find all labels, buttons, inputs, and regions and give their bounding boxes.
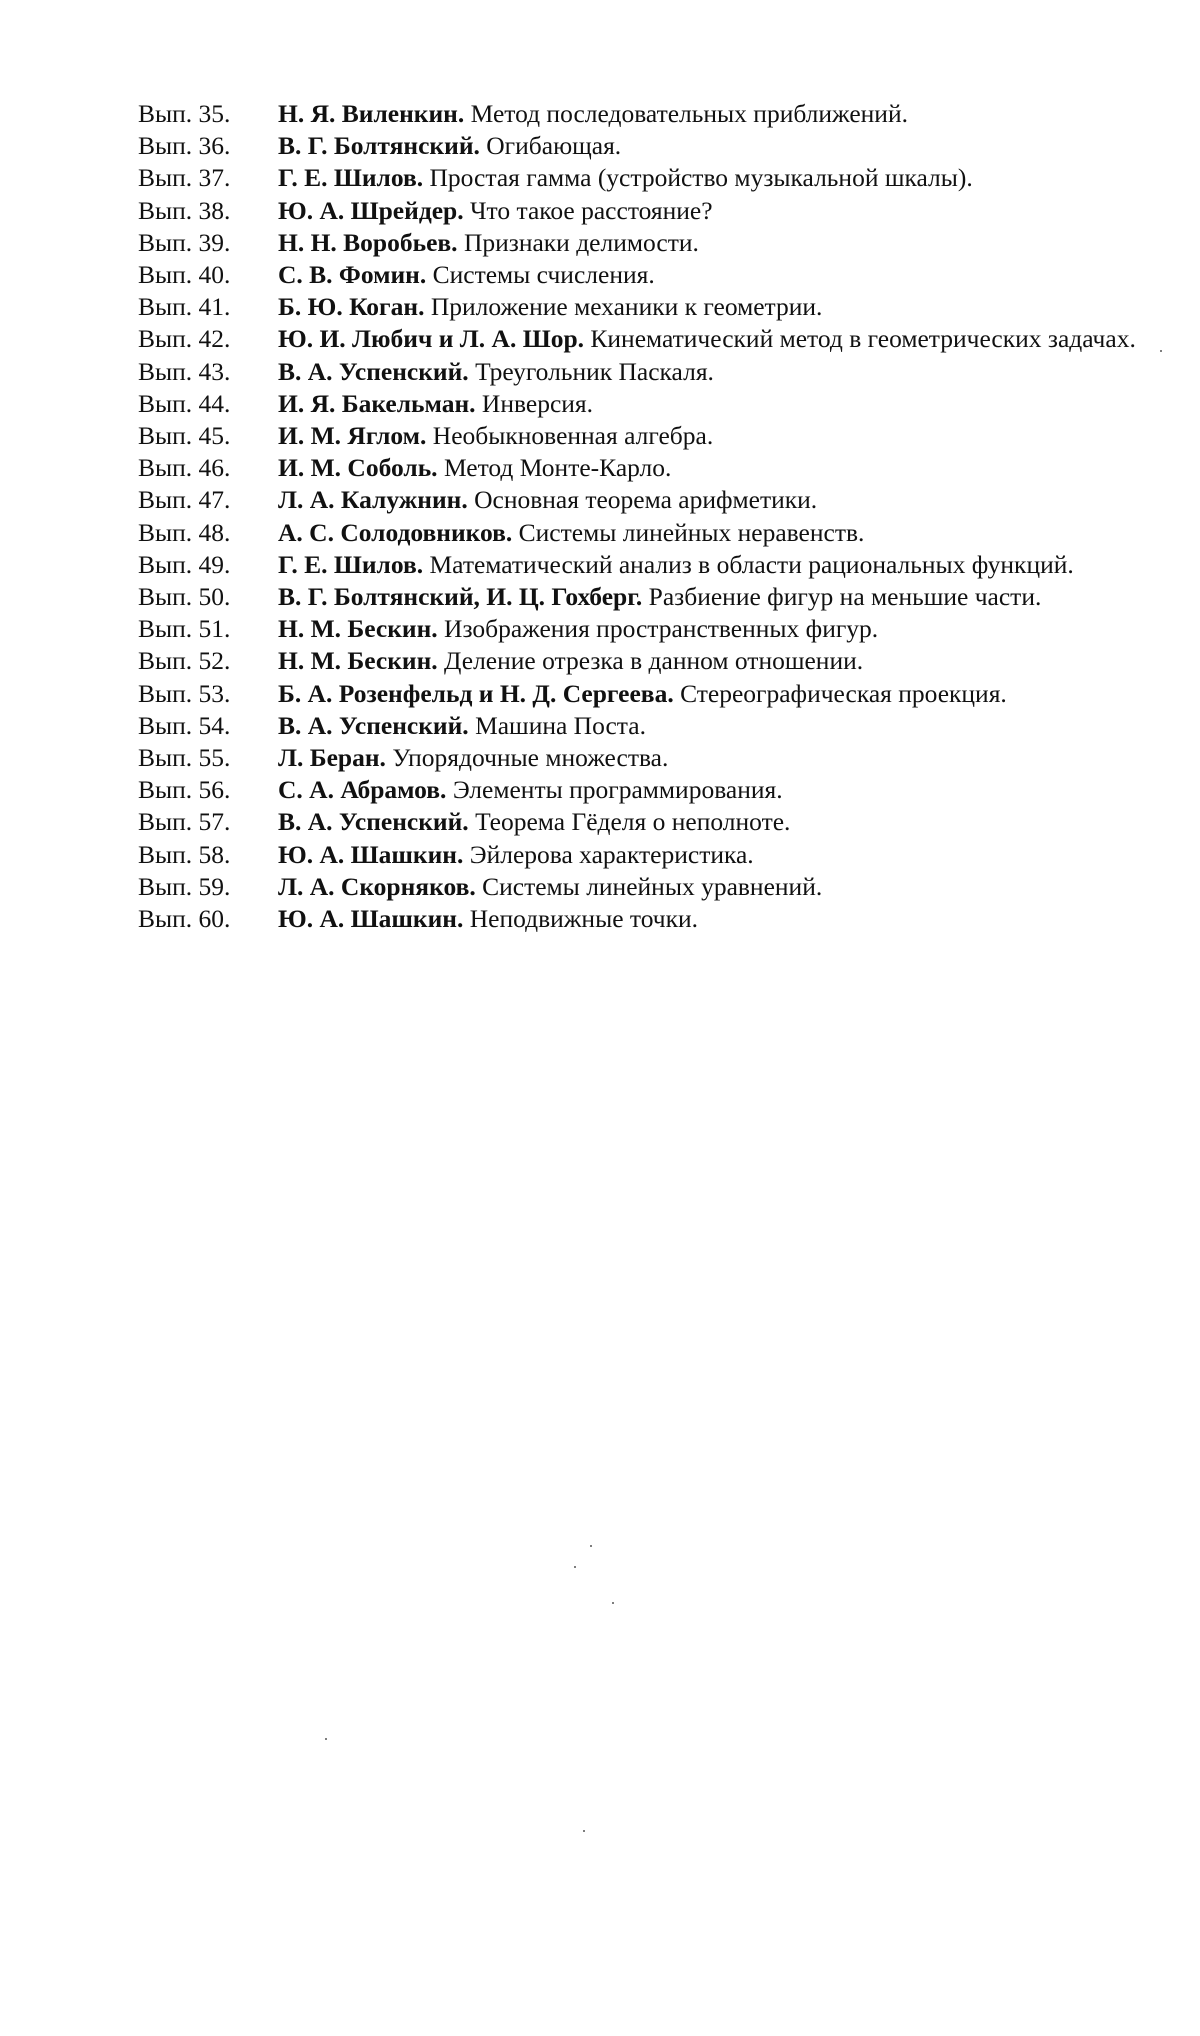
author: В. Г. Болтянский, И. Ц. Гохберг. [278,582,642,611]
author: В. Г. Болтянский. [278,131,480,160]
author: И. М. Соболь. [278,453,438,482]
entry-text [278,291,1158,323]
list-item [138,710,1158,742]
issue-number: Вып. 53. [138,678,278,710]
list-item [138,645,1158,677]
list-item [138,420,1158,452]
title: Деление отрезка в данном отношении. [444,646,863,675]
issue-number: Вып. 43. [138,356,278,388]
author: Н. М. Бескин. [278,646,438,675]
title: Огибающая. [486,131,621,160]
list-item [138,356,1158,388]
entry-text [278,742,1158,774]
entry-text [278,162,1158,194]
list-item [138,227,1158,259]
list-item [138,742,1158,774]
author: Л. Беран. [278,743,386,772]
title: Системы линейных уравнений. [482,872,822,901]
title: Машина Поста. [475,711,646,740]
entry-text [278,130,1158,162]
author: Б. А. Розенфельд и Н. Д. Сергеева. [278,679,674,708]
title: Приложение механики к геометрии. [431,292,823,321]
title: Треугольник Паскаля. [475,357,714,386]
title: Признаки делимости. [464,228,699,257]
author: Л. А. Скорняков. [278,872,476,901]
title: Метод последовательных приближений. [471,99,908,128]
entry-text [278,259,1158,291]
author: В. А. Успенский. [278,807,469,836]
issue-number: Вып. 52. [138,645,278,677]
issue-number: Вып. 49. [138,549,278,581]
document-page [0,0,1200,2036]
title: Что такое расстояние? [470,196,713,225]
scan-speck [325,1738,327,1740]
title: Кинематический метод в геометрических задачах. [590,324,1135,353]
list-item [138,484,1158,516]
list-item [138,839,1158,871]
author: И. М. Яглом. [278,421,426,450]
issue-number: Вып. 46. [138,452,278,484]
list-item [138,613,1158,645]
entry-text [278,420,1158,452]
title: Стереографическая проекция. [680,679,1007,708]
entry-text [278,806,1158,838]
title: Необыкновенная алгебра. [433,421,713,450]
author: Н. Я. Виленкин. [278,99,464,128]
list-item [138,291,1158,323]
entry-text [278,581,1158,613]
title: Неподвижные точки. [470,904,698,933]
issue-number: Вып. 48. [138,517,278,549]
issue-number: Вып. 40. [138,259,278,291]
entry-text [278,517,1158,549]
entry-text [278,98,1158,130]
author: Г. Е. Шилов. [278,163,423,192]
title: Элементы программирования. [453,775,783,804]
author: А. С. Солодовников. [278,518,512,547]
author: Н. Н. Воробьев. [278,228,458,257]
title: Простая гамма (устройство музыкальной шкалы). [430,163,973,192]
issue-number: Вып. 50. [138,581,278,613]
issue-number: Вып. 35. [138,98,278,130]
author: Ю. А. Шрейдер. [278,196,464,225]
author: Г. Е. Шилов. [278,550,423,579]
author: Ю. А. Шашкин. [278,904,463,933]
list-item [138,549,1158,581]
issue-number: Вып. 42. [138,323,278,355]
entry-text [278,388,1158,420]
issue-number: Вып. 51. [138,613,278,645]
scan-speck [1160,350,1162,352]
issue-number: Вып. 57. [138,806,278,838]
title: Основная теорема арифметики. [474,485,817,514]
list-item [138,259,1158,291]
title: Теорема Гёделя о неполноте. [475,807,790,836]
entry-text [278,549,1158,581]
entry-text [278,356,1158,388]
entry-text [278,645,1158,677]
issue-number: Вып. 44. [138,388,278,420]
author: Н. М. Бескин. [278,614,438,643]
list-item [138,774,1158,806]
entry-text [278,903,1158,935]
list-item [138,452,1158,484]
issue-number: Вып. 41. [138,291,278,323]
issue-number: Вып. 56. [138,774,278,806]
list-item [138,323,1158,355]
entry-text [278,452,1158,484]
scan-speck [590,1545,592,1547]
entry-text [278,839,1158,871]
entry-text [278,613,1158,645]
list-item [138,162,1158,194]
entry-text [278,710,1158,742]
title: Метод Монте-Карло. [444,453,671,482]
list-item [138,806,1158,838]
list-item [138,678,1158,710]
issue-number: Вып. 59. [138,871,278,903]
issue-number: Вып. 55. [138,742,278,774]
issue-number: Вып. 54. [138,710,278,742]
author: В. А. Успенский. [278,357,469,386]
title: Упорядочные множества. [392,743,668,772]
author: С. В. Фомин. [278,260,426,289]
title: Системы счисления. [433,260,655,289]
entry-text [278,227,1158,259]
entry-text [278,871,1158,903]
author: С. А. Абрамов. [278,775,446,804]
scan-speck [583,1830,585,1832]
issue-number: Вып. 47. [138,484,278,516]
title: Инверсия. [482,389,593,418]
issue-number: Вып. 60. [138,903,278,935]
title: Математический анализ в области рациональных функций. [430,550,1074,579]
author: Б. Ю. Коган. [278,292,424,321]
entry-text [278,484,1158,516]
list-item [138,581,1158,613]
issue-number: Вып. 36. [138,130,278,162]
series-list [138,98,1158,935]
author: И. Я. Бакельман. [278,389,476,418]
scan-speck [574,1566,576,1568]
list-item [138,903,1158,935]
author: В. А. Успенский. [278,711,469,740]
author: Ю. И. Любич и Л. А. Шор. [278,324,584,353]
list-item [138,871,1158,903]
list-item [138,388,1158,420]
list-item [138,517,1158,549]
author: Ю. А. Шашкин. [278,840,463,869]
scan-speck [612,1602,614,1604]
issue-number: Вып. 37. [138,162,278,194]
issue-number: Вып. 38. [138,195,278,227]
entry-text [278,678,1158,710]
title: Разбиение фигур на меньшие части. [649,582,1042,611]
issue-number: Вып. 45. [138,420,278,452]
issue-number: Вып. 39. [138,227,278,259]
entry-text [278,195,1158,227]
author: Л. А. Калужнин. [278,485,468,514]
title: Изображения пространственных фигур. [444,614,878,643]
entry-text [278,323,1158,355]
list-item [138,130,1158,162]
title: Эйлерова характеристика. [470,840,754,869]
entry-text [278,774,1158,806]
issue-number: Вып. 58. [138,839,278,871]
title: Системы линейных неравенств. [519,518,865,547]
list-item [138,195,1158,227]
list-item [138,98,1158,130]
